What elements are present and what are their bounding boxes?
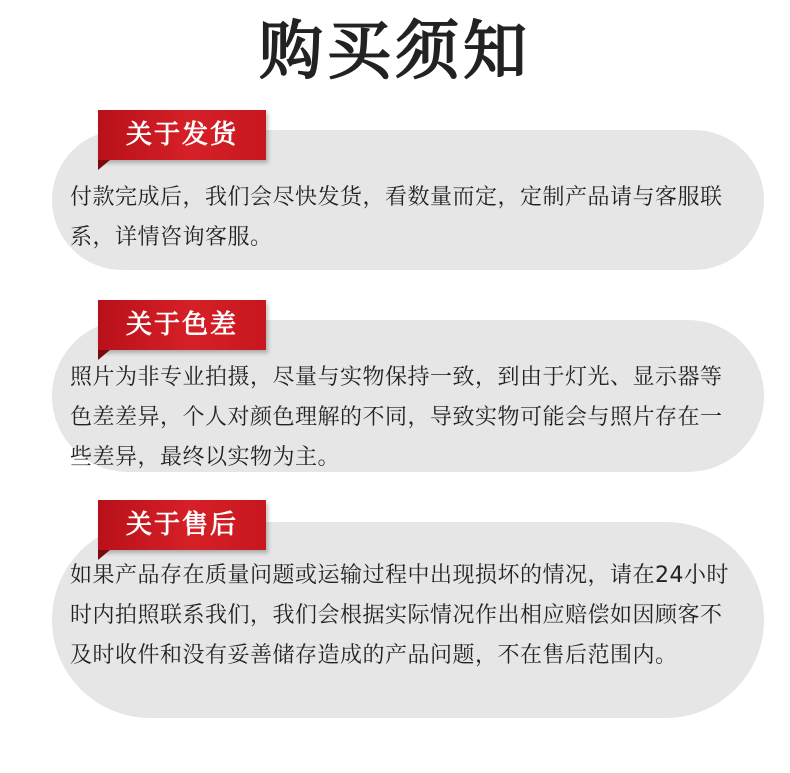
- after-sales-text: 如果产品存在质量问题或运输过程中出现损坏的情况，请在24小时时内拍照联系我们，我们会根据实际情况作出相应赔偿如因顾客不及时收件和没有妥善储存造成的产品问题，不在售后范围内。: [70, 563, 729, 668]
- shipping-info-text: 付款完成后，我们会尽快发货，看数量而定，定制产品请与客服联系，详情咨询客服。: [70, 185, 723, 250]
- color-difference-text: 照片为非专业拍摄，尽量与实物保持一致，到由于灯光、显示器等色差差异，个人对颜色理解的不同，导致实物可能会与照片存在一些差异，最终以实物为主。: [70, 365, 723, 470]
- color-difference-label-tab: 关于色差: [98, 300, 266, 350]
- shipping-label-tab: 关于发货: [98, 110, 266, 160]
- page-title: 购买须知: [259, 15, 531, 89]
- after-sales-label-tab: 关于售后: [98, 500, 266, 550]
- after-sales-card: [52, 522, 764, 718]
